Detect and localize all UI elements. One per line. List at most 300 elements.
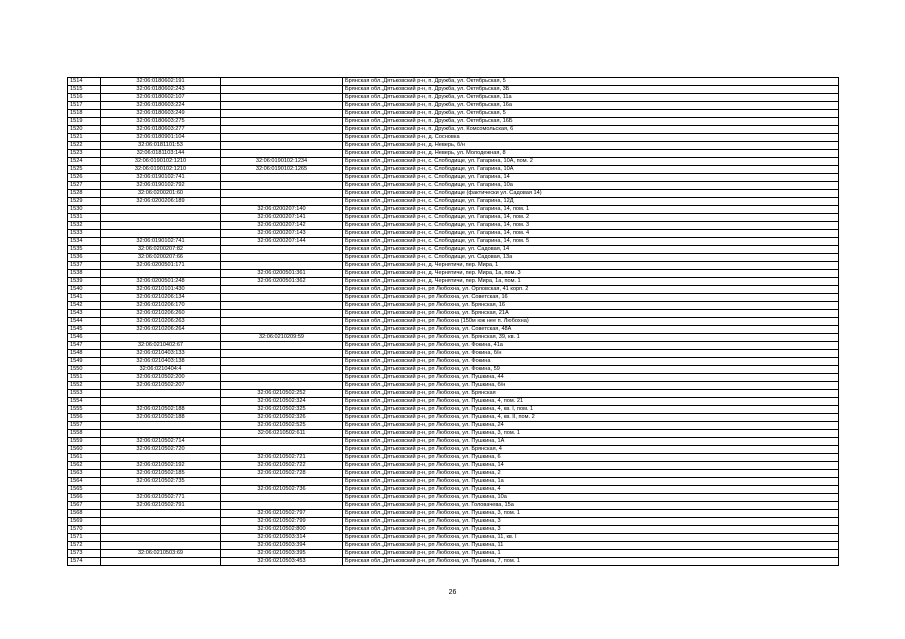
cadastral-number-2-cell: 32:06:0210209:59: [221, 334, 343, 342]
table-row: [68, 310, 839, 318]
cadastral-number-cell: 32:06:0210101:430: [101, 286, 221, 294]
row-number-cell: 1530: [68, 206, 101, 214]
row-number-cell: 1571: [68, 534, 101, 542]
row-number-cell: 1562: [68, 462, 101, 470]
row-number-cell: 1544: [68, 318, 101, 326]
cadastral-number-2-cell: 32:06:0190102:1234: [221, 158, 343, 166]
address-cell: Брянская обл.,Дятьковский р-н, с. Слободище, ул. Садовая, 13а: [343, 254, 839, 262]
cadastral-number-cell: 32:06:0210206:263: [101, 318, 221, 326]
cadastral-number-2-cell: [221, 310, 343, 318]
cadastral-number-cell: 32:06:0210502:771: [101, 494, 221, 502]
cadastral-number-cell: [101, 542, 221, 550]
cadastral-number-cell: 32:06:0190102:741: [101, 174, 221, 182]
address-cell: Брянская обл.,Дятьковский р-н, рп Любохна (150м юж нее п. Любохна): [343, 318, 839, 326]
row-number-cell: 1559: [68, 438, 101, 446]
cadastral-number-2-cell: [221, 110, 343, 118]
address-cell: Брянская обл.,Дятьковский р-н, с. Слободище, ул. Гагарина, 14: [343, 174, 839, 182]
table-row: [68, 134, 839, 142]
cadastral-number-cell: [101, 486, 221, 494]
row-number-cell: 1563: [68, 470, 101, 478]
cadastral-number-cell: 32:06:0181101:53: [101, 142, 221, 150]
cadastral-number-2-cell: 32:06:0200207:144: [221, 238, 343, 246]
row-number-cell: 1564: [68, 478, 101, 486]
row-number-cell: 1549: [68, 358, 101, 366]
cadastral-number-2-cell: [221, 318, 343, 326]
table-row: [68, 302, 839, 310]
cadastral-number-cell: 32:06:0180603:249: [101, 110, 221, 118]
row-number-cell: 1524: [68, 158, 101, 166]
cadastral-number-cell: 32:06:0200207:66: [101, 254, 221, 262]
cadastral-number-2-cell: 32:06:0210502:326: [221, 414, 343, 422]
cadastral-number-cell: 32:06:0210206:264: [101, 326, 221, 334]
row-number-cell: 1556: [68, 414, 101, 422]
cadastral-number-2-cell: [221, 342, 343, 350]
cadastral-number-2-cell: [221, 182, 343, 190]
cadastral-number-cell: 32:06:0210206:134: [101, 294, 221, 302]
row-number-cell: 1523: [68, 150, 101, 158]
cadastral-number-2-cell: [221, 286, 343, 294]
address-cell: Брянская обл.,Дятьковский р-н, д. Сосновка: [343, 134, 839, 142]
address-cell: Брянская обл.,Дятьковский р-н, рп Любохна, ул. Пушкина, 10а: [343, 494, 839, 502]
cadastral-number-2-cell: 32:06:0200501:361: [221, 270, 343, 278]
cadastral-number-cell: [101, 534, 221, 542]
address-cell: Брянская обл.,Дятьковский р-н, с. Слободище, ул. Гагарина, 10А, пом. 2: [343, 158, 839, 166]
cadastral-number-2-cell: [221, 198, 343, 206]
cadastral-number-2-cell: [221, 134, 343, 142]
cadastral-number-cell: 32:06:0180603:224: [101, 102, 221, 110]
cadastral-number-2-cell: 32:06:0210502:611: [221, 430, 343, 438]
address-cell: Брянская обл.,Дятьковский р-н, с. Слободище, ул. Гагарина, 12Д: [343, 198, 839, 206]
address-cell: Брянская обл.,Дятьковский р-н, рп Любохна, ул. Пушкина, 2: [343, 470, 839, 478]
cadastral-number-cell: 32:06:0210502:720: [101, 446, 221, 454]
row-number-cell: 1570: [68, 526, 101, 534]
cadastral-number-cell: [101, 222, 221, 230]
cadastral-number-2-cell: [221, 302, 343, 310]
row-number-cell: 1522: [68, 142, 101, 150]
row-number-cell: 1547: [68, 342, 101, 350]
row-number-cell: 1569: [68, 518, 101, 526]
cadastral-number-cell: [101, 214, 221, 222]
cadastral-number-2-cell: [221, 86, 343, 94]
address-cell: Брянская обл.,Дятьковский р-н, д. Неверь, б/н: [343, 142, 839, 150]
row-number-cell: 1531: [68, 214, 101, 222]
cadastral-number-2-cell: [221, 326, 343, 334]
table-row: [68, 438, 839, 446]
cadastral-number-2-cell: [221, 366, 343, 374]
address-cell: Брянская обл.,Дятьковский р-н, с. Слободище, ул. Гагарина, 14, пом. 4: [343, 230, 839, 238]
address-cell: Брянская обл.,Дятьковский р-н, п. Дружба, ул. Октябрьская, 16Б: [343, 118, 839, 126]
table-row: [68, 446, 839, 454]
cadastral-number-2-cell: [221, 174, 343, 182]
address-cell: Брянская обл.,Дятьковский р-н, с. Слободище, ул. Гагарина, 14, пом. 2: [343, 214, 839, 222]
table-row: [68, 350, 839, 358]
cadastral-number-cell: 32:06:0210502:714: [101, 438, 221, 446]
row-number-cell: 1550: [68, 366, 101, 374]
row-number-cell: 1555: [68, 406, 101, 414]
cadastral-number-cell: 32:06:0200501:248: [101, 278, 221, 286]
address-cell: Брянская обл.,Дятьковский р-н, рп Любохна, ул. Пушкина, 1а: [343, 478, 839, 486]
address-cell: Брянская обл.,Дятьковский р-н, рп Любохна, ул. Пушкина, 1А: [343, 438, 839, 446]
row-number-cell: 1515: [68, 86, 101, 94]
cadastral-number-cell: 32:06:0200206:189: [101, 198, 221, 206]
cadastral-number-2-cell: 32:06:0210502:722: [221, 462, 343, 470]
cadastral-number-cell: 32:06:0181103:144: [101, 150, 221, 158]
address-cell: Брянская обл.,Дятьковский р-н, с. Слободище, ул. Гагарина, 14, пом. 1: [343, 206, 839, 214]
address-cell: Брянская обл.,Дятьковский р-н, рп Любохна, ул. Брянская, 21А: [343, 310, 839, 318]
address-cell: Брянская обл.,Дятьковский р-н, рп Любохна, ул. Пушкина, б/н: [343, 382, 839, 390]
row-number-cell: 1537: [68, 262, 101, 270]
cadastral-number-2-cell: [221, 446, 343, 454]
address-cell: Брянская обл.,Дятьковский р-н, рп Любохна, ул. Фокина, б/н: [343, 350, 839, 358]
cadastral-number-2-cell: 32:06:0210502:728: [221, 470, 343, 478]
address-cell: Брянская обл.,Дятьковский р-н, рп Любохна, ул. Фокина, 59: [343, 366, 839, 374]
table-row: [68, 318, 839, 326]
cadastral-number-2-cell: 32:06:0210503:395: [221, 550, 343, 558]
cadastral-number-2-cell: 32:06:0210502:525: [221, 422, 343, 430]
row-number-cell: 1560: [68, 446, 101, 454]
cadastral-number-cell: 32:06:0210502:185: [101, 470, 221, 478]
row-number-cell: 1516: [68, 94, 101, 102]
table-body: [68, 78, 839, 566]
address-cell: Брянская обл.,Дятьковский р-н, рп Любохна, ул. Пушкина, 3: [343, 526, 839, 534]
cadastral-number-2-cell: [221, 294, 343, 302]
address-cell: Брянская обл.,Дятьковский р-н, рп Любохна, ул. Советская, 48А: [343, 326, 839, 334]
row-number-cell: 1519: [68, 118, 101, 126]
table-row: [68, 278, 839, 286]
row-number-cell: 1561: [68, 454, 101, 462]
table-row: [68, 174, 839, 182]
cadastral-number-2-cell: [221, 502, 343, 510]
cadastral-number-cell: 32:06:0190102:741: [101, 238, 221, 246]
table-row: [68, 430, 839, 438]
address-cell: Брянская обл.,Дятьковский р-н, рп Любохна, ул. Пушкина, 11: [343, 542, 839, 550]
table-row: [68, 526, 839, 534]
row-number-cell: 1573: [68, 550, 101, 558]
table-row: [68, 262, 839, 270]
table-row: [68, 454, 839, 462]
cadastral-number-2-cell: 32:06:0200207:141: [221, 214, 343, 222]
table-row: [68, 342, 839, 350]
table-row: [68, 486, 839, 494]
row-number-cell: 1551: [68, 374, 101, 382]
cadastral-number-2-cell: 32:06:0210502:252: [221, 390, 343, 398]
row-number-cell: 1546: [68, 334, 101, 342]
table-row: [68, 470, 839, 478]
address-cell: Брянская обл.,Дятьковский р-н, рп Любохна, ул. Пушкина, 3: [343, 518, 839, 526]
cadastral-number-cell: [101, 206, 221, 214]
row-number-cell: 1526: [68, 174, 101, 182]
table-row: [68, 414, 839, 422]
table-row: [68, 462, 839, 470]
cadastral-number-2-cell: 32:06:0210502:324: [221, 398, 343, 406]
row-number-cell: 1553: [68, 390, 101, 398]
cadastral-number-2-cell: 32:06:0200207:140: [221, 206, 343, 214]
table-row: [68, 166, 839, 174]
table-row: [68, 406, 839, 414]
cadastral-number-2-cell: [221, 118, 343, 126]
cadastral-number-2-cell: [221, 382, 343, 390]
address-cell: Брянская обл.,Дятьковский р-н, рп Любохна, ул. Головачева, 15а: [343, 502, 839, 510]
address-cell: Брянская обл.,Дятьковский р-н, д. Чернятичи, пер. Мира, 1: [343, 262, 839, 270]
row-number-cell: 1541: [68, 294, 101, 302]
row-number-cell: 1557: [68, 422, 101, 430]
address-cell: Брянская обл.,Дятьковский р-н, с. Слободище, ул. Садовая, 14: [343, 246, 839, 254]
cadastral-number-cell: [101, 398, 221, 406]
cadastral-number-cell: 32:06:0210502:200: [101, 374, 221, 382]
table-row: [68, 150, 839, 158]
cadastral-number-cell: 32:06:0190102:1210: [101, 158, 221, 166]
address-cell: Брянская обл.,Дятьковский р-н, рп Любохна, ул. Пушкина, 6: [343, 454, 839, 462]
cadastral-number-cell: [101, 526, 221, 534]
cadastral-number-cell: 32:06:0190102:792: [101, 182, 221, 190]
address-cell: Брянская обл.,Дятьковский р-н, рп Любохна, ул. Пушкина, 4, кв. II, пом. 2: [343, 414, 839, 422]
table-row: [68, 366, 839, 374]
cadastral-number-2-cell: [221, 438, 343, 446]
row-number-cell: 1542: [68, 302, 101, 310]
cadastral-number-cell: [101, 510, 221, 518]
row-number-cell: 1521: [68, 134, 101, 142]
cadastral-number-cell: 32:06:0210503:69: [101, 550, 221, 558]
address-cell: Брянская обл.,Дятьковский р-н, п. Дружба, ул. Октябрьская, 5: [343, 110, 839, 118]
row-number-cell: 1534: [68, 238, 101, 246]
row-number-cell: 1517: [68, 102, 101, 110]
cadastral-number-2-cell: [221, 150, 343, 158]
cadastral-number-cell: [101, 390, 221, 398]
row-number-cell: 1567: [68, 502, 101, 510]
address-cell: Брянская обл.,Дятьковский р-н, рп Любохна, ул. Брянская: [343, 390, 839, 398]
table-row: [68, 534, 839, 542]
cadastral-number-cell: [101, 270, 221, 278]
cadastral-number-2-cell: 32:06:0200501:362: [221, 278, 343, 286]
cadastral-number-2-cell: [221, 478, 343, 486]
table-row: [68, 334, 839, 342]
cadastral-number-2-cell: 32:06:0210502:800: [221, 526, 343, 534]
table-row: [68, 214, 839, 222]
cadastral-number-2-cell: [221, 374, 343, 382]
address-cell: Брянская обл.,Дятьковский р-н, рп Любохна, ул. Пушкина, 44: [343, 374, 839, 382]
address-cell: Брянская обл.,Дятьковский р-н, рп Любохна, ул. Пушкина, 3, пом. 1: [343, 430, 839, 438]
table-row: [68, 102, 839, 110]
row-number-cell: 1520: [68, 126, 101, 134]
cadastral-number-cell: 32:06:0200501:171: [101, 262, 221, 270]
table-row: [68, 398, 839, 406]
table-row: [68, 142, 839, 150]
table-row: [68, 518, 839, 526]
cadastral-number-2-cell: [221, 78, 343, 86]
row-number-cell: 1574: [68, 558, 101, 566]
cadastral-number-2-cell: 32:06:0200207:143: [221, 230, 343, 238]
cadastral-number-cell: [101, 334, 221, 342]
address-cell: Брянская обл.,Дятьковский р-н, рп Любохна, ул. Пушкина, 1: [343, 550, 839, 558]
address-cell: Брянская обл.,Дятьковский р-н, рп Любохна, ул. Брянская, 16: [343, 302, 839, 310]
address-cell: Брянская обл.,Дятьковский р-н, рп Любохна, ул. Орловская, 41 корп. 2: [343, 286, 839, 294]
cadastral-number-2-cell: [221, 246, 343, 254]
table-row: [68, 358, 839, 366]
table-row: [68, 422, 839, 430]
address-cell: Брянская обл.,Дятьковский р-н, п. Дружба, ул. Комсомольская, 6: [343, 126, 839, 134]
row-number-cell: 1536: [68, 254, 101, 262]
table-row: [68, 190, 839, 198]
address-cell: Брянская обл.,Дятьковский р-н, рп Любохна, ул. Брянская, 4: [343, 446, 839, 454]
cadastral-number-cell: 32:06:0180603:277: [101, 126, 221, 134]
address-cell: Брянская обл.,Дятьковский р-н, с. Слободище, ул. Гагарина, 14, пом. 5: [343, 238, 839, 246]
cadastral-number-cell: 32:06:0180602:107: [101, 94, 221, 102]
table-row: [68, 478, 839, 486]
cadastral-number-2-cell: 32:06:0210502:799: [221, 518, 343, 526]
row-number-cell: 1566: [68, 494, 101, 502]
table-row: [68, 110, 839, 118]
cadastral-number-cell: [101, 518, 221, 526]
cadastral-number-cell: 32:06:0210502:207: [101, 382, 221, 390]
cadastral-number-2-cell: [221, 358, 343, 366]
table-row: [68, 198, 839, 206]
row-number-cell: 1532: [68, 222, 101, 230]
address-cell: Брянская обл.,Дятьковский р-н, п. Дружба, ул. Октябрьская, 11а: [343, 94, 839, 102]
row-number-cell: 1554: [68, 398, 101, 406]
cadastral-number-2-cell: [221, 494, 343, 502]
table-row: [68, 78, 839, 86]
address-cell: Брянская обл.,Дятьковский р-н, рп Любохна, ул. Пушкина, 4, кв. I, пом. 1: [343, 406, 839, 414]
cadastral-number-cell: 32:06:0210402:67: [101, 342, 221, 350]
cadastral-number-2-cell: 32:06:0210502:325: [221, 406, 343, 414]
address-cell: Брянская обл.,Дятьковский р-н, рп Любохна, ул. Брянская, 39, кв. 1: [343, 334, 839, 342]
row-number-cell: 1572: [68, 542, 101, 550]
row-number-cell: 1545: [68, 326, 101, 334]
address-cell: Брянская обл.,Дятьковский р-н, рп Любохна, ул. Пушкина, 24: [343, 422, 839, 430]
row-number-cell: 1538: [68, 270, 101, 278]
address-cell: Брянская обл.,Дятьковский р-н, п. Дружба, ул. Октябрьская, 5: [343, 78, 839, 86]
table-row: [68, 382, 839, 390]
row-number-cell: 1548: [68, 350, 101, 358]
table-row: [68, 126, 839, 134]
cadastral-number-cell: 32:06:0200201:60: [101, 190, 221, 198]
row-number-cell: 1518: [68, 110, 101, 118]
cadastral-number-2-cell: [221, 142, 343, 150]
row-number-cell: 1525: [68, 166, 101, 174]
cadastral-number-2-cell: 32:06:0210502:736: [221, 486, 343, 494]
table-row: [68, 510, 839, 518]
address-cell: Брянская обл.,Дятьковский р-н, рп Любохна, ул. Пушкина, 4, пом. 21: [343, 398, 839, 406]
cadastral-number-cell: 32:06:0190102:1210: [101, 166, 221, 174]
cadastral-number-cell: [101, 454, 221, 462]
address-cell: Брянская обл.,Дятьковский р-н, рп Любохна, ул. Пушкина, 7, пом. 1: [343, 558, 839, 566]
address-cell: Брянская обл.,Дятьковский р-н, д. Неверь, ул. Молодежная, 8: [343, 150, 839, 158]
table-row: [68, 270, 839, 278]
row-number-cell: 1568: [68, 510, 101, 518]
table-row: [68, 550, 839, 558]
cadastral-number-cell: [101, 230, 221, 238]
table-row: [68, 558, 839, 566]
cadastral-number-cell: [101, 558, 221, 566]
table-row: [68, 230, 839, 238]
address-cell: Брянская обл.,Дятьковский р-н, д. Чернятичи, пер. Мира, 1а, пом. 3: [343, 270, 839, 278]
address-cell: Брянская обл.,Дятьковский р-н, д. Чернятичи, пер. Мира, 1а, пом. 1: [343, 278, 839, 286]
cadastral-number-2-cell: [221, 102, 343, 110]
table-row: [68, 494, 839, 502]
row-number-cell: 1535: [68, 246, 101, 254]
cadastral-number-2-cell: [221, 126, 343, 134]
cadastral-number-cell: 32:06:0210403:133: [101, 350, 221, 358]
table-row: [68, 286, 839, 294]
cadastral-number-2-cell: 32:06:0210503:453: [221, 558, 343, 566]
cadastral-number-cell: 32:06:0210502:791: [101, 502, 221, 510]
cadastral-number-cell: [101, 430, 221, 438]
table-row: [68, 502, 839, 510]
cadastral-number-cell: 32:06:0210502:735: [101, 478, 221, 486]
address-cell: Брянская обл.,Дятьковский р-н, с. Слободище, ул. Гагарина, 10а: [343, 182, 839, 190]
address-cell: Брянская обл.,Дятьковский р-н, с. Слободище, ул. Гагарина, 14, пом. 3: [343, 222, 839, 230]
row-number-cell: 1543: [68, 310, 101, 318]
cadastral-number-2-cell: 32:06:0210503:394: [221, 542, 343, 550]
address-cell: Брянская обл.,Дятьковский р-н, рп Любохна, ул. Пушкина, 3, пом. 1: [343, 510, 839, 518]
table-row: [68, 86, 839, 94]
cadastral-number-cell: 32:06:0180901:104: [101, 134, 221, 142]
row-number-cell: 1529: [68, 198, 101, 206]
table-row: [68, 158, 839, 166]
cadastral-number-2-cell: 32:06:0210503:314: [221, 534, 343, 542]
cadastral-number-cell: 32:06:0210502:188: [101, 414, 221, 422]
cadastral-number-cell: 32:06:0210403:138: [101, 358, 221, 366]
cadastral-number-2-cell: [221, 262, 343, 270]
table-row: [68, 246, 839, 254]
cadastral-number-cell: 32:06:0210502:188: [101, 406, 221, 414]
row-number-cell: 1533: [68, 230, 101, 238]
cadastral-number-cell: 32:06:0180602:243: [101, 86, 221, 94]
address-cell: Брянская обл.,Дятьковский р-н, с. Слободище (фактически ул. Садовая 14): [343, 190, 839, 198]
cadastral-number-cell: 32:06:0210206:170: [101, 302, 221, 310]
cadastral-number-2-cell: [221, 190, 343, 198]
cadastral-number-2-cell: 32:06:0210502:797: [221, 510, 343, 518]
address-cell: Брянская обл.,Дятьковский р-н, рп Любохна, ул. Фокина, 41а: [343, 342, 839, 350]
address-cell: Брянская обл.,Дятьковский р-н, рп Любохна, ул. Пушкина, 14: [343, 462, 839, 470]
cadastral-number-cell: 32:06:0180602:191: [101, 78, 221, 86]
table-row: [68, 326, 839, 334]
address-cell: Брянская обл.,Дятьковский р-н, рп Любохна, ул. Пушкина, 4: [343, 486, 839, 494]
table-row: [68, 222, 839, 230]
cadastral-number-cell: 32:06:0180603:275: [101, 118, 221, 126]
row-number-cell: 1528: [68, 190, 101, 198]
address-cell: Брянская обл.,Дятьковский р-н, п. Дружба, ул. Октябрьская, 3Б: [343, 86, 839, 94]
table-row: [68, 118, 839, 126]
table-row: [68, 390, 839, 398]
row-number-cell: 1514: [68, 78, 101, 86]
table-row: [68, 206, 839, 214]
row-number-cell: 1527: [68, 182, 101, 190]
cadastral-number-cell: 32:06:0210206:260: [101, 310, 221, 318]
cadastral-number-2-cell: 32:06:0190102:1265: [221, 166, 343, 174]
cadastral-number-cell: [101, 422, 221, 430]
cadastral-number-cell: 32:06:0200207:82: [101, 246, 221, 254]
table-row: [68, 294, 839, 302]
row-number-cell: 1558: [68, 430, 101, 438]
cadastral-number-2-cell: [221, 254, 343, 262]
table-row: [68, 254, 839, 262]
cadastral-number-cell: 32:06:0210502:192: [101, 462, 221, 470]
table-row: [68, 94, 839, 102]
address-cell: Брянская обл.,Дятьковский р-н, с. Слободище, ул. Гагарина, 10А: [343, 166, 839, 174]
cadastral-number-2-cell: 32:06:0210502:721: [221, 454, 343, 462]
cadastral-number-2-cell: 32:06:0200207:142: [221, 222, 343, 230]
cadastral-number-2-cell: [221, 350, 343, 358]
cadastral-number-cell: 32:06:0210404:4: [101, 366, 221, 374]
row-number-cell: 1540: [68, 286, 101, 294]
address-cell: Брянская обл.,Дятьковский р-н, рп Любохна, ул. Советская, 16: [343, 294, 839, 302]
table-row: [68, 374, 839, 382]
row-number-cell: 1539: [68, 278, 101, 286]
table-row: [68, 238, 839, 246]
row-number-cell: 1565: [68, 486, 101, 494]
address-cell: Брянская обл.,Дятьковский р-н, рп Любохна, ул. Пушкина, 11, кв. I: [343, 534, 839, 542]
